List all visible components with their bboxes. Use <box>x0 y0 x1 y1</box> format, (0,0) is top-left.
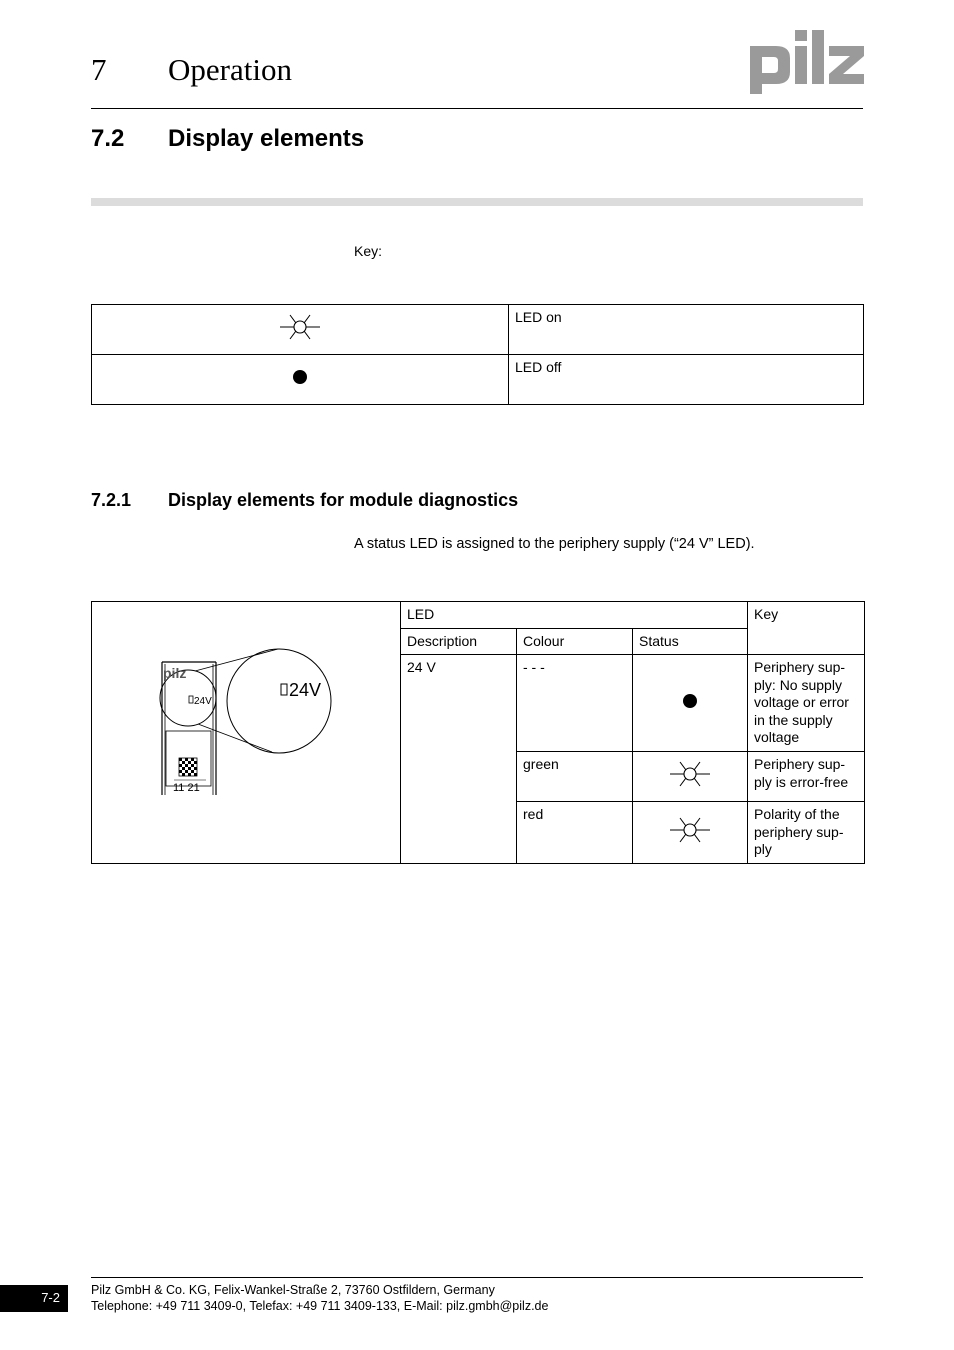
module-diagram-cell <box>92 602 401 864</box>
footer-address: Pilz GmbH & Co. KG, Felix-Wankel-Straße 2, 73760 Ostfildern, Germany <box>91 1283 495 1297</box>
led-on-icon <box>280 311 320 343</box>
legend-table <box>91 304 864 405</box>
status-cell <box>633 655 748 752</box>
diagram-logo: pilz <box>163 665 187 681</box>
chapter-title: Operation <box>168 52 292 87</box>
module-diagram <box>92 602 399 858</box>
status-cell <box>633 752 748 802</box>
colour-cell: - - - <box>517 655 633 752</box>
col-colour-header: Colour <box>517 628 633 655</box>
col-status-header: Status <box>633 628 748 655</box>
legend-symbol-cell <box>92 305 509 355</box>
colour-cell: green <box>517 752 633 802</box>
diagram-zoom-label: 24V <box>289 680 322 700</box>
diagnostics-table <box>91 601 865 864</box>
checker-label-icon <box>179 758 197 776</box>
status-cell <box>633 802 748 864</box>
chapter-number: 7 <box>91 52 107 87</box>
key-header: Key <box>748 602 865 655</box>
key-cell: Periphery sup- ply is error-free <box>748 752 865 802</box>
legend-label: Key: <box>354 243 383 259</box>
legend-row <box>92 305 864 355</box>
legend-row <box>92 355 864 405</box>
header-rule <box>91 108 863 109</box>
footer-contact: Telephone: +49 711 3409-0, Telefax: +49 711 3409-133, E-Mail: pilz.gmbh@pilz.de <box>91 1299 549 1313</box>
section-title: Display elements <box>168 125 365 152</box>
subsection-number: 7.2.1 <box>91 490 132 510</box>
colour-cell: red <box>517 802 633 864</box>
legend-symbol-cell <box>92 355 509 405</box>
table-row <box>92 602 865 629</box>
pilz-logo <box>748 28 866 96</box>
diagram-small-label: 24V <box>194 696 212 707</box>
footer-rule <box>91 1277 863 1278</box>
legend-text: LED off <box>509 355 864 405</box>
led-off-icon <box>682 693 698 709</box>
page-number: 7-2 <box>0 1285 68 1312</box>
led-off-icon <box>292 369 308 385</box>
description-cell: 24 V <box>401 655 517 864</box>
section-number: 7.2 <box>91 125 125 152</box>
legend-text: LED on <box>509 305 864 355</box>
subsection-title: Display elements for module diagnostics <box>168 490 519 510</box>
section-divider <box>91 198 863 206</box>
diagram-terminal-label: 11 21 <box>173 782 200 794</box>
led-on-icon <box>670 758 710 790</box>
subsection-intro: A status LED is assigned to the periphery supply (“24 V” LED). <box>354 536 755 552</box>
key-cell: Polarity of the periphery sup- ply <box>748 802 865 864</box>
key-cell: Periphery sup- ply: No supply voltage or error in the supply voltage <box>748 655 865 752</box>
col-description-header: Description <box>401 628 517 655</box>
led-on-icon <box>670 814 710 846</box>
led-group-header: LED <box>401 602 748 629</box>
